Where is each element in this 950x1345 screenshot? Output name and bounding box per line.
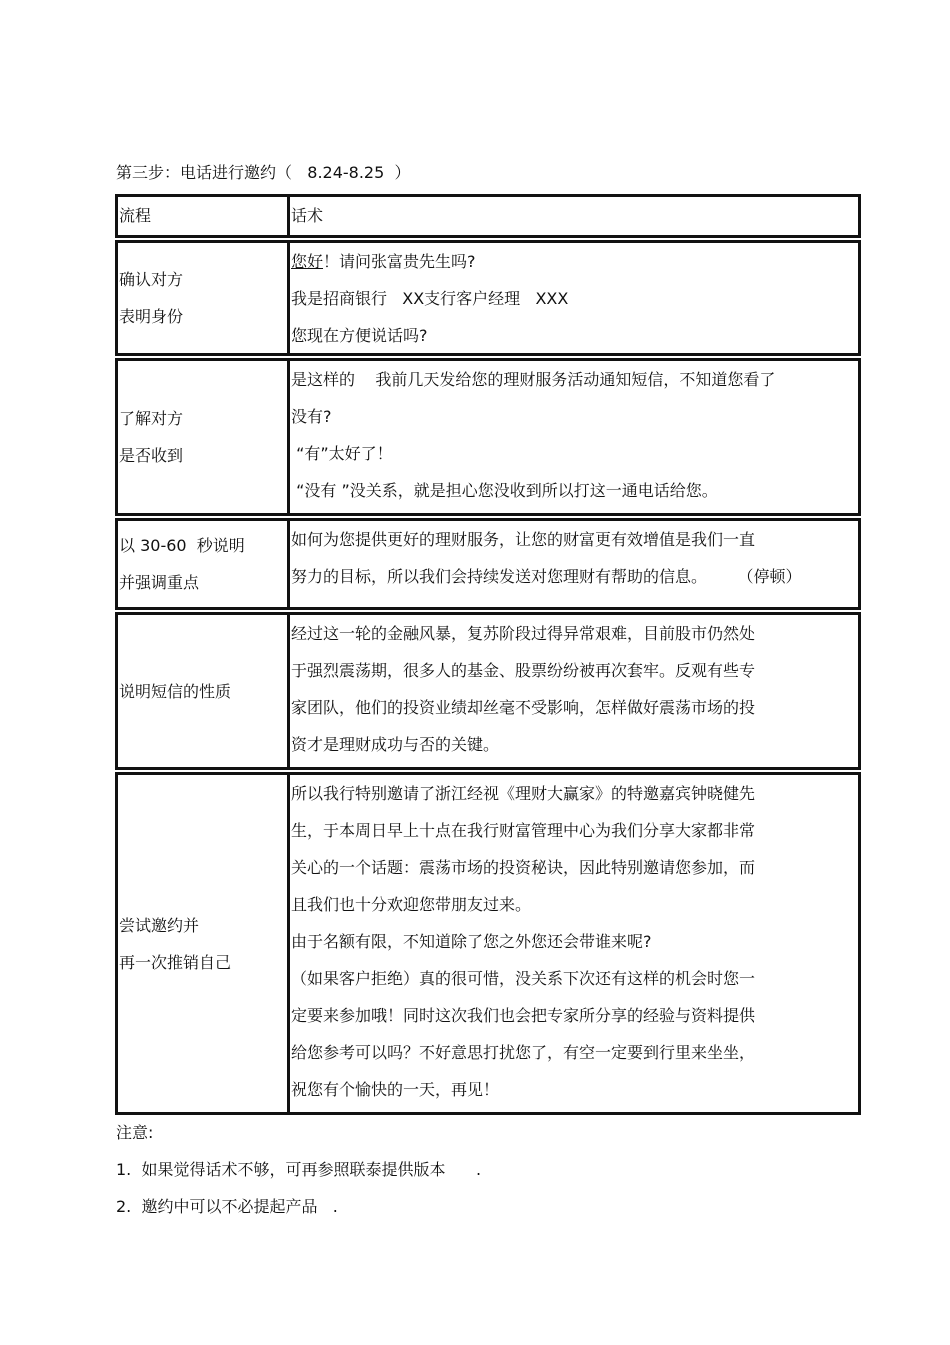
script-line: 祝您有个愉快的一天，再见！	[291, 1080, 500, 1099]
step-label: 了解对方	[119, 409, 184, 428]
script-line: 没有?	[291, 407, 332, 426]
step-cell	[118, 615, 290, 767]
script-line: 给您参考可以吗？不好意思打扰您了，有空一定要到行里来坐坐，	[291, 1043, 756, 1062]
script-line: 您现在方便说话吗?	[291, 326, 428, 345]
script-line: 努力的目标，所以我们会持续发送对您理财有帮助的信息。 （停顿）	[291, 567, 802, 586]
note-item: 1. 如果觉得话术不够，可再参照联泰提供版本 .	[116, 1160, 482, 1179]
step-cell	[118, 361, 290, 513]
header-script-label: 话术	[291, 206, 324, 225]
table-row	[115, 772, 861, 1115]
script-cell	[290, 521, 858, 607]
table-header-row	[115, 194, 861, 238]
script-line: 如何为您提供更好的理财服务，让您的财富更有效增值是我们一直	[291, 530, 756, 549]
table-row	[115, 240, 861, 356]
script-line: 定要来参加哦！同时这次我们也会把专家所分享的经验与资料提供	[291, 1006, 756, 1025]
step-label: 说明短信的性质	[119, 681, 232, 701]
script-line: 生，于本周日早上十点在我行财富管理中心为我们分享大家都非常	[291, 821, 756, 840]
step-label: 确认对方	[119, 270, 184, 289]
script-line: 所以我行特别邀请了浙江经视《理财大赢家》的特邀嘉宾钟晓健先	[291, 784, 756, 803]
script-cell	[290, 775, 858, 1112]
script-line: 家团队，他们的投资业绩却丝毫不受影响，怎样做好震荡市场的投	[291, 698, 756, 717]
script-line: 经过这一轮的金融风暴，复苏阶段过得异常艰难，目前股市仍然处	[291, 624, 756, 643]
step-label: 表明身份	[119, 307, 184, 326]
greeting-underlined: 您好	[291, 252, 324, 271]
step-label: 再一次推销自己	[119, 952, 232, 972]
script-line: 是这样的 我前几天发给您的理财服务活动通知短信，不知道您看了	[291, 370, 776, 389]
script-line: “有”太好了！	[291, 444, 393, 463]
header-process-label: 流程	[119, 206, 152, 225]
script-line: 关心的一个话题：震荡市场的投资秘诀，因此特别邀请您参加，而	[291, 858, 756, 877]
step-label: 是否收到	[119, 446, 184, 465]
script-line: 由于名额有限，不知道除了您之外您还会带谁来呢?	[291, 932, 652, 951]
script-line: 您好！请问张富贵先生吗?	[291, 252, 476, 271]
script-line: 资才是理财成功与否的关键。	[291, 735, 500, 754]
page-heading: 第三步：电话进行邀约（ 8.24-8.25 ）	[116, 163, 411, 182]
script-table	[115, 194, 861, 1115]
script-line: 我是招商银行 XX支行客户经理 XXX	[291, 289, 569, 308]
note-item: 2. 邀约中可以不必提起产品 .	[116, 1197, 338, 1216]
script-line: 且我们也十分欢迎您带朋友过来。	[291, 895, 532, 914]
notes-section	[116, 1114, 481, 1225]
table-row	[115, 518, 861, 610]
step-cell	[118, 243, 290, 353]
header-cell-script	[290, 197, 858, 235]
step-label: 尝试邀约并	[119, 915, 200, 935]
script-cell	[290, 361, 858, 513]
step-cell	[118, 521, 290, 607]
notes-title: 注意:	[116, 1123, 154, 1142]
step-cell	[118, 775, 290, 1112]
table-row	[115, 358, 861, 516]
step-label: 并强调重点	[119, 573, 200, 592]
script-line: “没有 ”没关系，就是担心您没收到所以打这一通电话给您。	[291, 481, 718, 500]
script-line: 于强烈震荡期，很多人的基金、股票纷纷被再次套牢。反观有些专	[291, 661, 756, 680]
script-cell	[290, 615, 858, 767]
script-cell	[290, 243, 858, 353]
table-row	[115, 612, 861, 770]
step-label: 以 30-60 秒说明	[119, 536, 245, 555]
script-line: （如果客户拒绝）真的很可惜，没关系下次还有这样的机会时您一	[291, 969, 756, 988]
header-cell-process	[118, 197, 290, 235]
